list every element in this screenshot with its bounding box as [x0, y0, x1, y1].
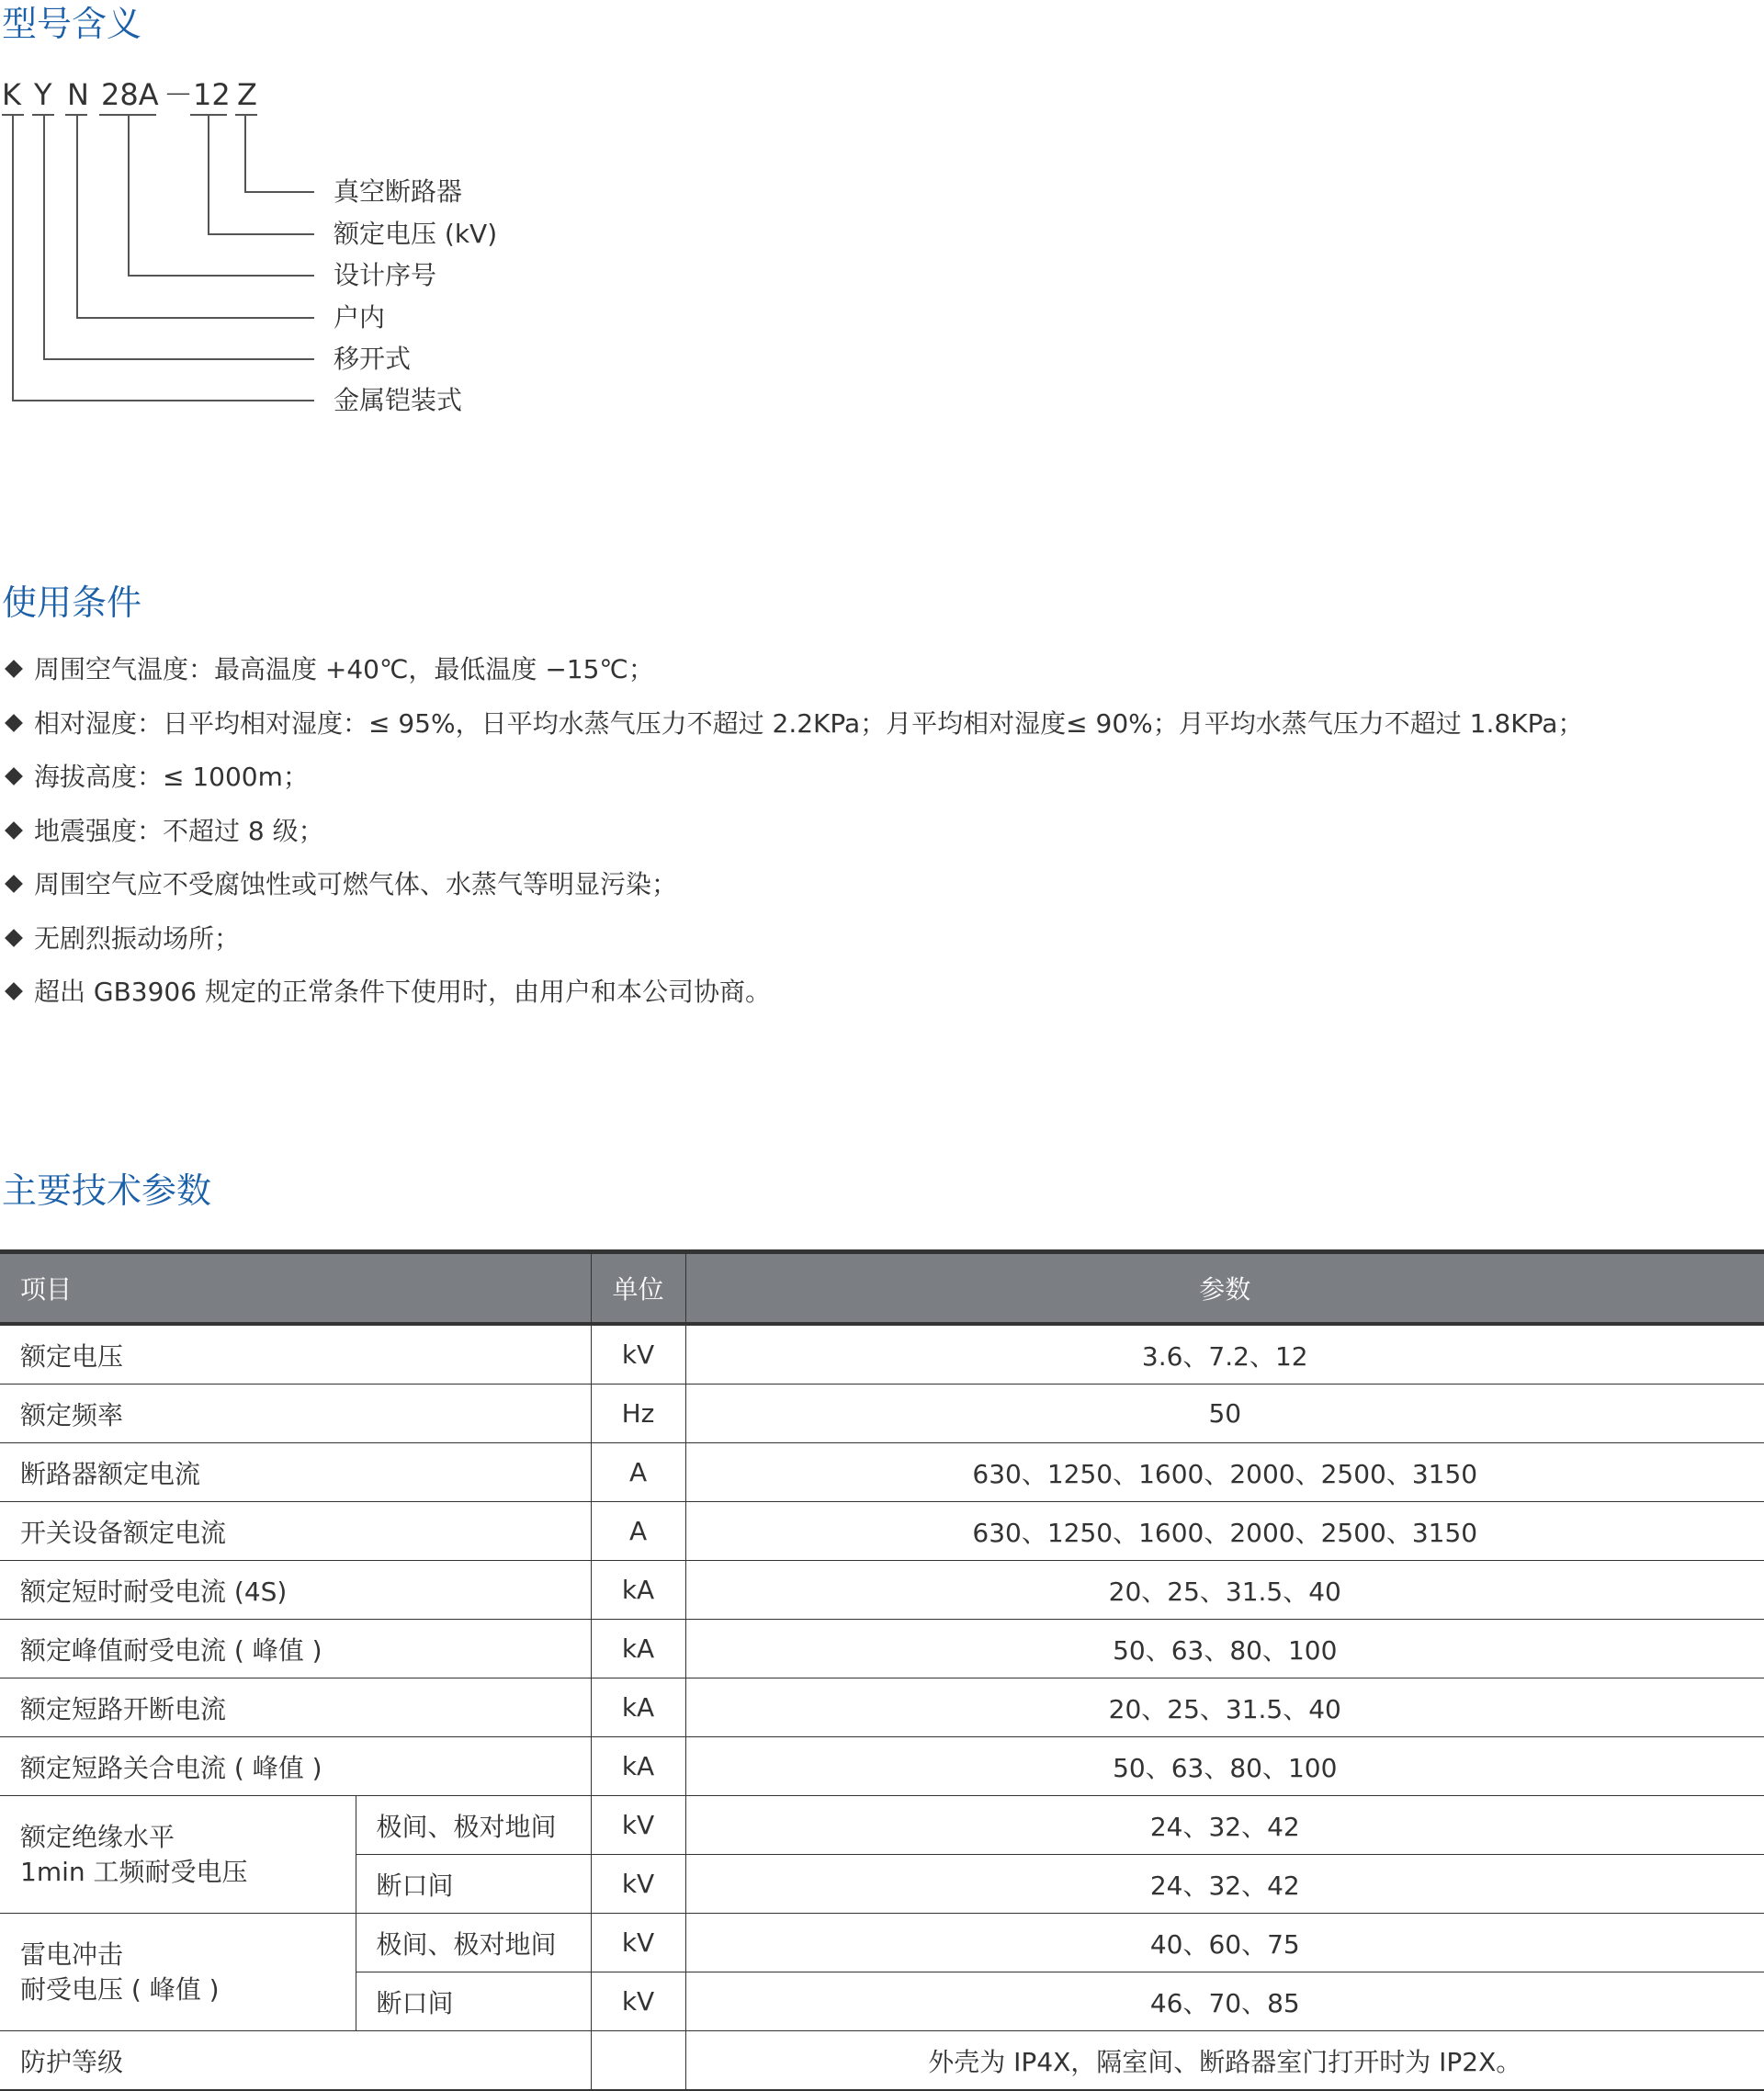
- spec-table: [0, 1249, 1764, 2091]
- diamond-bullet-icon: [5, 929, 23, 947]
- code-voltage: 12: [193, 77, 231, 112]
- table-row: 断口间 kV 24、32、42: [0, 1855, 1764, 1914]
- code-letter-k: K: [2, 77, 21, 112]
- diamond-bullet-icon: [5, 714, 23, 732]
- list-item: 周围空气温度：最高温度 +40℃，最低温度 −15℃；: [0, 643, 1746, 697]
- list-item: 相对湿度：日平均相对湿度：≤ 95%，日平均水蒸气压力不超过 2.2KPa；月平均相对湿度≤ 90%；月平均水蒸气压力不超过 1.8KPa；: [0, 697, 1746, 752]
- list-item: 无剧烈振动场所；: [0, 912, 1746, 966]
- table-row: 雷电冲击 耐受电压 ( 峰值 ) 极间、极对地间 kV 40、60、75: [0, 1914, 1764, 1972]
- table-row: 额定短路开断电流 kA 20、25、31.5、40: [0, 1678, 1764, 1737]
- code-dash: －: [164, 77, 194, 112]
- list-item: 超出 GB3906 规定的正常条件下使用时，由用户和本公司协商。: [0, 966, 1746, 1020]
- code-connector-lines: [0, 69, 643, 427]
- table-row: 额定短路关合电流 ( 峰值 ) kA 50、63、80、100: [0, 1737, 1764, 1796]
- table-row: 断口间 kV 46、70、85: [0, 1972, 1764, 2031]
- diamond-bullet-icon: [5, 875, 23, 893]
- list-item: 周围空气应不受腐蚀性或可燃气体、水蒸气等明显污染；: [0, 858, 1746, 912]
- meaning-rated-voltage: 额定电压 (kV): [334, 219, 498, 249]
- lightning-label: 雷电冲击 耐受电压 ( 峰值 ): [0, 1914, 356, 2031]
- diamond-bullet-icon: [5, 982, 23, 1000]
- table-row: 防护等级 外壳为 IP4X，隔室间、断路器室门打开时为 IP2X。: [0, 2031, 1764, 2091]
- model-section-title: 型号含义: [2, 4, 142, 44]
- header-unit: 单位: [591, 1252, 685, 1325]
- table-row: 额定绝缘水平 1min 工频耐受电压 极间、极对地间 kV 24、32、42: [0, 1796, 1764, 1855]
- conditions-section-title: 使用条件: [2, 582, 142, 623]
- table-row: 断路器额定电流 A 630、1250、1600、2000、2500、3150: [0, 1443, 1764, 1502]
- table-row: 额定峰值耐受电流 ( 峰值 ) kA 50、63、80、100: [0, 1620, 1764, 1678]
- meaning-metal-clad: 金属铠装式: [334, 385, 463, 415]
- insulation-label: 额定绝缘水平 1min 工频耐受电压: [0, 1796, 356, 1914]
- header-value: 参数: [685, 1252, 1764, 1325]
- table-row: 额定电压 kV 3.6、7.2、12: [0, 1324, 1764, 1385]
- list-item: 地震强度：不超过 8 级；: [0, 805, 1746, 859]
- code-letter-z: Z: [237, 77, 257, 112]
- code-design-no: 28A: [101, 77, 159, 112]
- meaning-vacuum-breaker: 真空断路器: [334, 176, 463, 207]
- meaning-indoor: 户内: [334, 302, 386, 333]
- diamond-bullet-icon: [5, 660, 23, 678]
- diamond-bullet-icon: [5, 821, 23, 840]
- code-letter-n: N: [67, 77, 89, 112]
- model-code-diagram: [0, 69, 643, 427]
- meaning-design-no: 设计序号: [334, 260, 437, 290]
- specs-section-title: 主要技术参数: [2, 1170, 212, 1211]
- header-item: 项目: [0, 1252, 591, 1325]
- meaning-withdrawable: 移开式: [334, 344, 412, 374]
- table-header-row: [0, 1252, 1764, 1325]
- conditions-list: [0, 643, 1746, 1020]
- diamond-bullet-icon: [5, 767, 23, 786]
- table-row: 开关设备额定电流 A 630、1250、1600、2000、2500、3150: [0, 1502, 1764, 1561]
- list-item: 海拔高度：≤ 1000m；: [0, 751, 1746, 805]
- table-row: 额定频率 Hz 50: [0, 1385, 1764, 1443]
- table-row: 额定短时耐受电流 (4S) kA 20、25、31.5、40: [0, 1561, 1764, 1620]
- code-letter-y: Y: [34, 77, 52, 112]
